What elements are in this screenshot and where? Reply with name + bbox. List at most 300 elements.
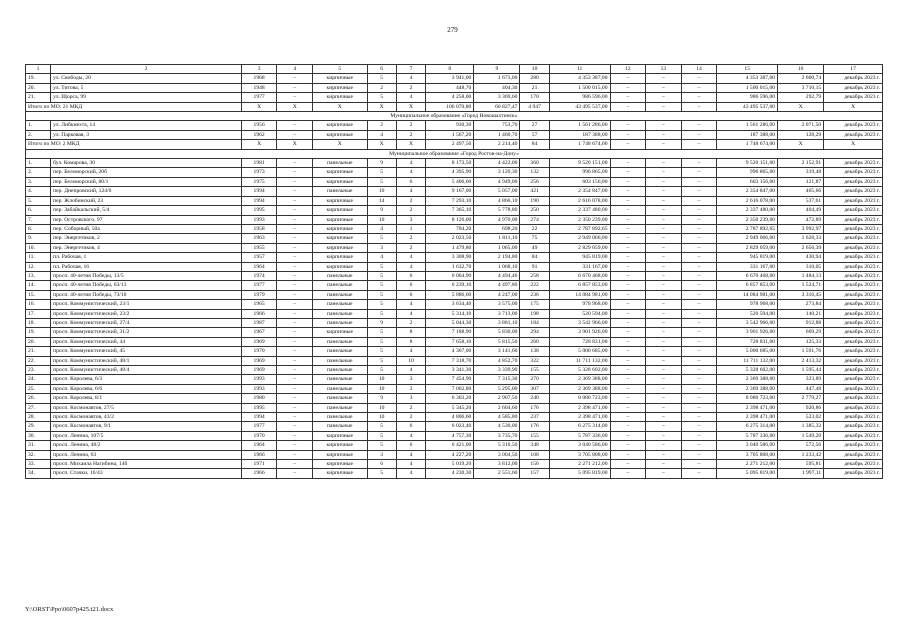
address-cell: просп. Коммунистический, 27/4 [51,318,242,327]
table-cell: 1966 [241,450,277,459]
total-cell: X [778,140,824,149]
table-cell: – [646,196,682,205]
table-cell: 1 233,42 [778,450,824,459]
table-cell: 595,81 [778,460,824,469]
table-cell: 4 530,00 [474,422,520,431]
table-cell: 1964 [241,441,277,450]
table-cell: – [277,337,313,346]
table-cell: 3. [26,177,51,186]
table-cell: 1 561 286,00 [549,121,610,130]
table-cell: 2 369 388,00 [549,384,610,393]
address-cell: просп. Космонавтов, 9/1 [51,422,242,431]
table-cell: 10 [367,413,396,422]
table-cell: 270 [520,375,549,384]
table-cell: 945 819,00 [549,253,610,262]
table-cell: – [277,431,313,440]
table-cell: 155 [520,366,549,375]
table-cell: 4 497,80 [474,281,520,290]
table-cell: 184 [520,318,549,327]
table-cell: 21. [26,93,51,102]
table-cell: 1 065,00 [474,243,520,252]
total-cell: X [396,140,425,149]
table-cell: – [681,422,717,431]
table-cell: 5 787 336,00 [717,431,778,440]
total-row [26,102,883,111]
table-row [26,300,883,309]
table-cell: – [277,422,313,431]
table-cell: – [681,460,717,469]
table-cell: – [610,168,646,177]
table-cell: декабрь 2023 г. [824,177,883,186]
table-cell: 3 710,15 [778,83,824,92]
table-cell: 5 406,60 [426,177,474,186]
table-cell: 5 [367,337,396,346]
table-cell: 669,29 [778,328,824,337]
total-cell: – [681,102,717,111]
table-cell: – [646,300,682,309]
table-row [26,121,883,130]
table-cell: 20. [26,337,51,346]
table-cell: 4 970,00 [474,215,520,224]
table-cell: декабрь 2023 г. [824,469,883,478]
table-cell: – [610,422,646,431]
table-cell: 1995 [241,403,277,412]
table-cell: 1962 [241,130,277,139]
table-cell: 1 595,44 [778,366,824,375]
table-cell: – [646,224,682,233]
table-cell: 5 328 602,00 [549,366,610,375]
table-cell: декабрь 2023 г. [824,422,883,431]
table-cell: 175 [520,300,549,309]
table-cell: – [277,450,313,459]
table-cell: 5 830,00 [474,328,520,337]
table-cell: кирпичные [313,121,367,130]
table-cell: 6 275 314,00 [717,422,778,431]
table-cell: – [681,469,717,478]
table-cell: – [610,281,646,290]
table-cell: 9 [367,394,396,403]
table-cell: 1 500 015,00 [717,83,778,92]
table-cell: 8 [396,337,425,346]
table-cell: – [277,196,313,205]
section-header-row [26,149,883,158]
table-cell: 12. [26,262,51,271]
column-number-cell: 4 [277,65,313,74]
table-cell: – [610,356,646,365]
address-cell: ул. Парковая, 3 [51,130,242,139]
table-row [26,253,883,262]
table-cell: 4 [367,224,396,233]
table-cell: кирпичные [313,224,367,233]
table-cell: – [681,441,717,450]
table-cell: – [646,74,682,83]
table-cell: 156 [520,460,549,469]
table-cell: 4 806,60 [426,413,474,422]
table-cell: – [277,130,313,139]
table-cell: 10 [367,403,396,412]
table-cell: 2 616 078,00 [549,196,610,205]
table-cell: 260 [520,337,549,346]
table-cell: 4 [396,309,425,318]
table-cell: декабрь 2023 г. [824,83,883,92]
table-cell: 1956 [241,121,277,130]
table-cell: – [610,262,646,271]
table-cell: 348 [520,441,549,450]
table-cell: 698,20 [474,224,520,233]
total-cell: X [367,140,396,149]
table-cell: 128,29 [778,130,824,139]
table-cell: 10 [367,187,396,196]
table-cell: 5 328 602,00 [717,366,778,375]
table-cell: 2. [26,130,51,139]
address-cell: просп. 40-летия Победы, 73/10 [51,290,242,299]
table-cell: кирпичные [313,450,367,459]
table-cell: 4 422,00 [474,159,520,168]
table-cell: – [681,290,717,299]
table-cell: 2 398 471,00 [549,413,610,422]
table-row [26,328,883,337]
table-cell: 4 852,70 [474,356,520,365]
table-cell: 1 632,70 [426,262,474,271]
column-number-cell: 5 [313,65,367,74]
table-cell: декабрь 2023 г. [824,281,883,290]
table-cell: 1993 [241,384,277,393]
column-number-cell: 7 [396,65,425,74]
table-cell: 21 [520,83,549,92]
table-cell: 2 949 066,00 [717,234,778,243]
table-cell: – [646,309,682,318]
table-cell: 2 [396,403,425,412]
table-cell: 2 350 239,00 [717,215,778,224]
address-cell: просп. Коммунистический, 23/2 [51,309,242,318]
table-cell: – [646,215,682,224]
table-cell: 1957 [241,253,277,262]
table-cell: – [610,366,646,375]
table-cell: – [681,83,717,92]
table-cell: – [646,403,682,412]
table-cell: 10 [367,375,396,384]
table-cell: кирпичные [313,83,367,92]
table-row [26,281,883,290]
table-cell: 34. [26,469,51,478]
table-cell: – [610,74,646,83]
table-cell: 3 992,97 [778,224,824,233]
table-cell: 13. [26,271,51,280]
table-cell: – [681,206,717,215]
table-cell: 5 815,50 [474,337,520,346]
table-row [26,262,883,271]
table-cell: 31. [26,441,51,450]
table-cell: 5 [367,234,396,243]
table-cell: – [681,356,717,365]
column-number-cell: 16 [778,65,824,74]
table-row [26,431,883,440]
address-cell: просп. Коммунистический, 45 [51,347,242,356]
table-cell: 2 [367,83,396,92]
table-cell: – [277,206,313,215]
table-cell: – [681,403,717,412]
table-cell: – [277,187,313,196]
table-cell: 331 167,00 [717,262,778,271]
table-cell: – [277,347,313,356]
table-row [26,130,883,139]
housing-register-table [25,64,883,479]
table-row [26,309,883,318]
table-row [26,234,883,243]
table-cell: декабрь 2023 г. [824,243,883,252]
column-number-cell: 6 [367,65,396,74]
address-cell: пер. Островского, 97 [51,215,242,224]
table-row [26,403,883,412]
table-cell: 2 [396,206,425,215]
table-cell: декабрь 2023 г. [824,121,883,130]
table-cell: 1955 [241,243,277,252]
table-cell: – [277,300,313,309]
table-cell: 331 167,00 [549,262,610,271]
table-cell: 157 [520,469,549,478]
table-cell: 294 [520,328,549,337]
table-cell: 8 080 723,00 [717,394,778,403]
table-cell: 84 [520,253,549,262]
table-cell: декабрь 2023 г. [824,253,883,262]
table-cell: 11 711 132,00 [549,356,610,365]
table-cell: декабрь 2023 г. [824,318,883,327]
table-cell: – [277,121,313,130]
table-cell: 19. [26,328,51,337]
column-number-cell: 17 [824,65,883,74]
table-cell: 3 735,70 [474,431,520,440]
table-cell: 15. [26,290,51,299]
table-cell: 520 594,00 [717,309,778,318]
table-cell: 1969 [241,366,277,375]
table-cell: 430,94 [778,253,824,262]
table-cell: 3 [367,450,396,459]
table-cell: 1 811,10 [474,234,520,243]
table-cell: 4 [396,253,425,262]
table-row [26,366,883,375]
table-cell: – [610,469,646,478]
address-cell: просп. Ленина, 63 [51,450,242,459]
table-cell: – [681,413,717,422]
table-cell: – [277,159,313,168]
table-cell: 26. [26,394,51,403]
table-cell: 49 [520,243,549,252]
table-cell: – [277,309,313,318]
table-cell: 75 [520,234,549,243]
table-cell: 240 [520,394,549,403]
table-cell: декабрь 2023 г. [824,431,883,440]
table-cell: 5 [367,441,396,450]
table-cell: 1 479,80 [426,243,474,252]
table-cell: 5 314,10 [426,309,474,318]
table-cell: – [610,375,646,384]
table-cell: 996 865,00 [549,168,610,177]
table-cell: 3 [396,384,425,393]
table-cell: – [646,318,682,327]
table-cell: 421 [520,187,549,196]
table-cell: 6 275 314,00 [549,422,610,431]
table-cell: 1 561 286,00 [717,121,778,130]
address-cell: просп. Королева, 6/3 [51,375,242,384]
table-cell: 4 367,00 [426,347,474,356]
table-cell: 7 365,10 [426,206,474,215]
table-cell: 121,87 [778,177,824,186]
table-cell: – [610,243,646,252]
table-cell: 5 000 685,00 [549,347,610,356]
table-cell: – [681,130,717,139]
table-cell: 3 308,90 [426,253,474,262]
table-cell: – [610,328,646,337]
table-cell: 1 628,33 [778,234,824,243]
total-cell: X [277,140,313,149]
page-number: 279 [447,26,458,34]
table-cell: 6 857 853,00 [549,281,610,290]
table-cell: 310,05 [778,262,824,271]
address-cell: просп. Королева, 6/6 [51,384,242,393]
table-cell: 236 [520,290,549,299]
address-cell: просп. Коммунистический, 23/1 [51,300,242,309]
total-cell: 106 070,80 [426,102,474,111]
column-number-cell: 10 [520,65,549,74]
table-cell: 21. [26,347,51,356]
table-cell: 5 886,60 [426,290,474,299]
table-cell: 24. [26,375,51,384]
total-cell: – [646,140,682,149]
table-cell: 274 [520,215,549,224]
table-cell: 27 [520,121,549,130]
table-cell: 4 [396,347,425,356]
address-cell: пер. Энергетиков, 4 [51,243,242,252]
table-cell: 4 585,80 [474,413,520,422]
table-cell: – [646,366,682,375]
address-cell: просп. Михаила Нагибина, 14б [51,460,242,469]
table-cell: 728 831,00 [717,337,778,346]
table-cell: – [646,206,682,215]
table-cell: – [277,384,313,393]
table-cell: – [610,224,646,233]
table-cell: декабрь 2023 г. [824,347,883,356]
table-cell: 1987 [241,318,277,327]
table-cell: 728 831,00 [549,337,610,346]
table-cell: декабрь 2023 г. [824,337,883,346]
total-cell: – [646,102,682,111]
table-cell: 3 369,60 [474,93,520,102]
table-cell: – [610,196,646,205]
table-cell: 2 829 059,00 [549,243,610,252]
table-cell: 9 520 151,00 [717,159,778,168]
table-cell: панельные [313,271,367,280]
column-number-cell: 14 [681,65,717,74]
table-cell: 4 494,46 [474,271,520,280]
table-cell: 322 [520,356,549,365]
table-cell: – [277,262,313,271]
table-cell: – [277,224,313,233]
table-cell: 3 713,00 [474,309,520,318]
table-cell: декабрь 2023 г. [824,224,883,233]
address-cell: просп. 40-летия Победы, 63/13 [51,281,242,290]
table-row [26,290,883,299]
table-cell: 2 413,32 [778,356,824,365]
table-row [26,394,883,403]
table-cell: 2 787 892,65 [549,224,610,233]
table-cell: – [610,159,646,168]
table-cell: 190 [520,196,549,205]
table-cell: 18. [26,318,51,327]
table-cell: – [646,271,682,280]
table-cell: 1969 [241,337,277,346]
table-cell: 10 [396,356,425,365]
table-cell: – [681,215,717,224]
table-cell: кирпичные [313,206,367,215]
table-cell: 1966 [241,469,277,478]
total-cell: 4 947 [520,102,549,111]
table-cell: 2 551,60 [474,469,520,478]
table-cell: 1977 [241,93,277,102]
table-cell: кирпичные [313,130,367,139]
table-cell: 1 484,13 [778,271,824,280]
table-cell: 27. [26,403,51,412]
column-number-cell: 15 [717,65,778,74]
table-cell: 1994 [241,187,277,196]
table-cell: 2 354 847,00 [549,187,610,196]
table-cell: 5 [367,469,396,478]
table-cell: – [646,460,682,469]
address-cell: просп. Королева, 8/1 [51,394,242,403]
table-row [26,384,883,393]
table-cell: 280 [520,74,549,83]
total-label: Итого по МО: 21 МКД [26,102,242,111]
table-cell: – [681,394,717,403]
table-cell: панельные [313,356,367,365]
table-cell: декабрь 2023 г. [824,300,883,309]
table-cell: 4 [396,469,425,478]
table-cell: 3 341,30 [426,366,474,375]
total-cell: X [241,140,277,149]
address-cell: пер. Днепровский, 124/6 [51,187,242,196]
table-cell: 5 [367,328,396,337]
table-cell: – [681,187,717,196]
table-cell: – [610,384,646,393]
table-cell: 3 316,45 [778,290,824,299]
table-cell: 5 778,80 [474,206,520,215]
table-cell: 1977 [241,281,277,290]
table-cell: 523,02 [778,413,824,422]
table-row [26,441,883,450]
address-cell: бул. Комарова, 30 [51,159,242,168]
table-cell: 2 600,74 [778,74,824,83]
table-cell: декабрь 2023 г. [824,290,883,299]
table-cell: 3 901 926,00 [549,328,610,337]
total-cell: X [396,102,425,111]
address-cell: пер. Беломорский, 20б [51,168,242,177]
table-cell: 1963 [241,234,277,243]
address-cell: просп. Коммунистический, 44 [51,337,242,346]
table-cell: 14 084 981,00 [717,290,778,299]
table-cell: 2 152,91 [778,159,824,168]
table-cell: 4 [396,187,425,196]
table-cell: 3 [396,215,425,224]
table-cell: – [610,413,646,422]
table-cell: 704,20 [426,224,474,233]
table-cell: – [646,356,682,365]
table-cell: 20. [26,83,51,92]
table-cell: 10 [367,384,396,393]
table-cell: 3 881,10 [474,318,520,327]
table-cell: 2 369 388,00 [717,384,778,393]
table-cell: – [646,168,682,177]
table-cell: 4 [396,262,425,271]
table-cell: 912,88 [778,318,824,327]
